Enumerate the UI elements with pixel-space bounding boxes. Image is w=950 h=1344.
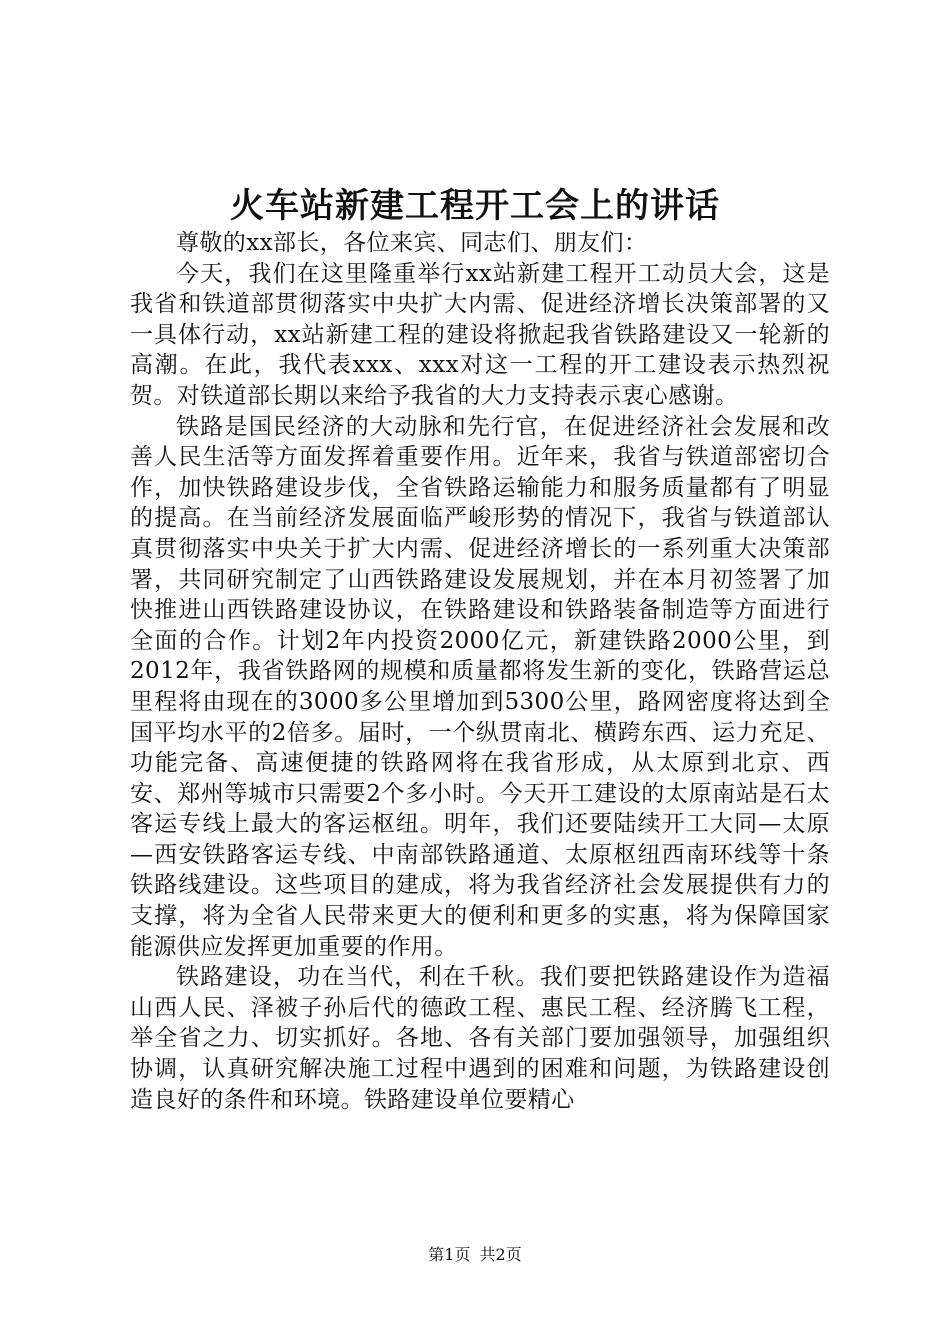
page-footer	[0, 1244, 950, 1266]
page-number: 第1页	[428, 1245, 471, 1264]
document-title: 火车站新建工程开工会上的讲话	[230, 186, 720, 226]
page-total: 共2页	[479, 1245, 522, 1264]
railway-construction-paragraph: 铁路建设，功在当代，利在千秋。我们要把铁路建设作为造福山西人民、泽被子孙后代的德政工程、惠民工程、经济腾飞工程，举全省之力、切实抓好。各地、各有关部门要加强领导，加强组织协调，认真研究解决施工过程中遇到的困难和问题，为铁路建设创造良好的条件和环境。铁路建设单位要精心	[130, 964, 830, 1113]
document-body	[130, 228, 830, 1115]
opening-paragraph: 今天，我们在这里隆重举行xx站新建工程开工动员大会，这是我省和铁道部贯彻落实中央扩大内需、促进经济增长决策部署的又一具体行动，xx站新建工程的建设将掀起我省铁路建设又一轮新的高潮。在此，我代表xxx、xxx对这一工程的开工建设表示热烈祝贺。对铁道部长期以来给予我省的大力支持表示衷心感谢。	[130, 260, 830, 409]
railway-development-paragraph: 铁路是国民经济的大动脉和先行官，在促进经济社会发展和改善人民生活等方面发挥着重要作用。近年来，我省与铁道部密切合作，加快铁路建设步伐，全省铁路运输能力和服务质量都有了明显的提高。在当前经济发展面临严峻形势的情况下，我省与铁道部认真贯彻落实中央关于扩大内需、促进经济增长的一系列重大决策部署，共同研究制定了山西铁路建设发展规划，并在本月初签署了加快推进山西铁路建设协议，在铁路建设和铁路装备制造等方面进行全面的合作。计划2年内投资2000亿元，新建铁路2000公里，到2012年，我省铁路网的规模和质量都将发生新的变化，铁路营运总里程将由现在的3000多公里增加到5300公里，路网密度将达到全国平均水平的2倍多。届时，一个纵贯南北、横跨东西、运力充足、功能完备、高速便捷的铁路网将在我省形成，从太原到北京、西安、郑州等城市只需要2个多小时。今天开工建设的太原南站是石太客运专线上最大的客运枢纽。明年，我们还要陆续开工大同—太原—西安铁路客运专线、中南部铁路通道、太原枢纽西南环线等十条铁路线建设。这些项目的建成，将为我省经济社会发展提供有力的支撑，将为全省人民带来更大的便利和更多的实惠，将为保障国家能源供应发挥更加重要的作用。	[130, 413, 830, 960]
salutation-paragraph: 尊敬的xx部长，各位来宾、同志们、朋友们：	[176, 230, 648, 256]
